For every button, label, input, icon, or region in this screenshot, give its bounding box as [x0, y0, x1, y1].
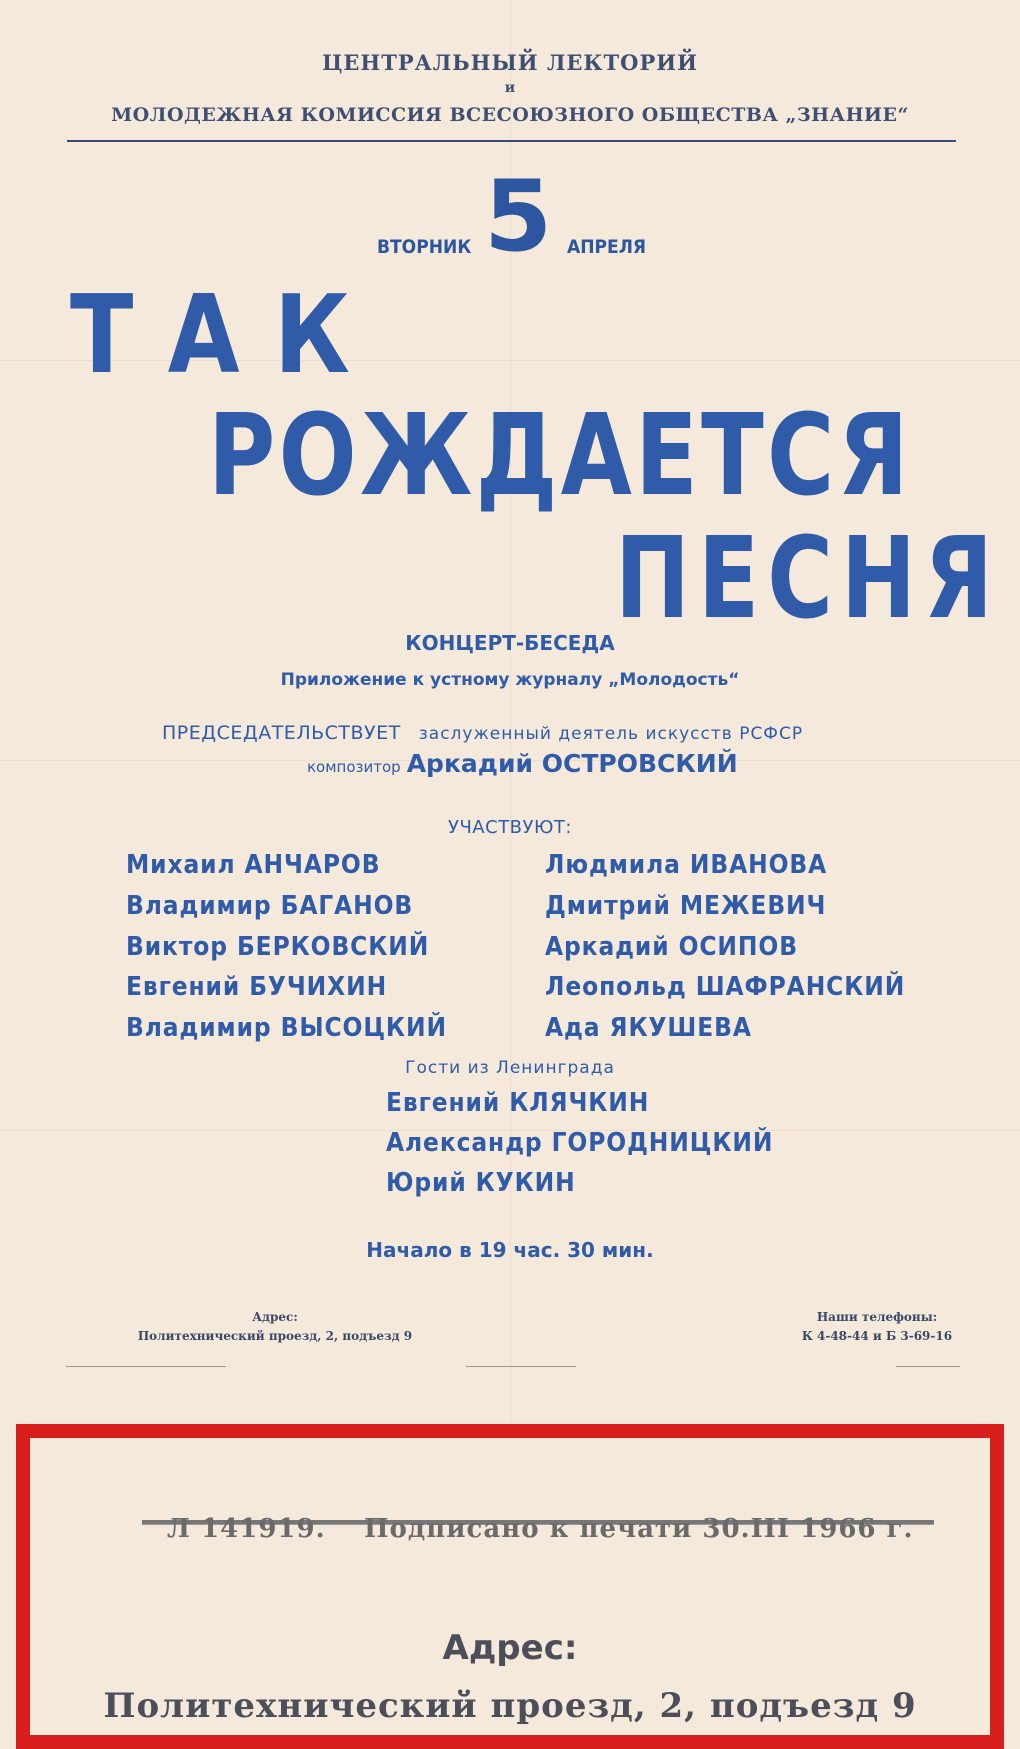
print-line-right	[896, 1366, 960, 1367]
zoom-address-label: Адрес:	[442, 1628, 578, 1668]
chair-role: ПРЕДСЕДАТЕЛЬСТВУЕТ	[162, 722, 401, 744]
performer-right: Леопольд ШАФРАНСКИЙ	[545, 972, 906, 1002]
participants-label: УЧАСТВУЮТ:	[448, 817, 572, 838]
performer-left: Виктор БЕРКОВСКИЙ	[126, 932, 430, 962]
event-subtitle: КОНЦЕРТ-БЕСЕДА	[405, 631, 615, 655]
guest-performer: Александр ГОРОДНИЦКИЙ	[386, 1128, 774, 1158]
composer-name: Аркадий ОСТРОВСКИЙ	[406, 749, 738, 778]
event-day: 5	[484, 160, 553, 274]
zoomed-print-details	[16, 1424, 1004, 1749]
footer-address-text: Политехнический проезд, 2, подъезд 9	[137, 1328, 413, 1343]
organizer-conjunction: и	[504, 80, 516, 96]
event-weekday: ВТОРНИК	[377, 236, 472, 258]
performer-right: Аркадий ОСИПОВ	[545, 932, 798, 962]
performer-right: Людмила ИВАНОВА	[545, 850, 828, 880]
event-month: АПРЕЛЯ	[567, 236, 647, 258]
guest-performer: Юрий КУКИН	[386, 1168, 576, 1198]
title-line-3: ПЕСНЯ	[615, 514, 1001, 644]
chair-description: заслуженный деятель искусств РСФСР	[418, 724, 804, 744]
performer-left: Евгений БУЧИХИН	[126, 972, 388, 1002]
footer-phones-text: К 4-48-44 и Б 3-69-16	[801, 1328, 953, 1343]
zoom-address-text: Политехнический проезд, 2, подъезд 9	[103, 1686, 917, 1726]
performer-left: Михаил АНЧАРОВ	[126, 850, 381, 880]
performer-left: Владимир БАГАНОВ	[126, 891, 414, 921]
chair-line	[162, 722, 803, 744]
performer-right: Ада ЯКУШЕВА	[545, 1013, 752, 1043]
event-supplement: Приложение к устному журналу „Молодость“	[280, 670, 740, 690]
performer-left: Владимир ВЫСОЦКИЙ	[126, 1013, 447, 1043]
print-line-center	[466, 1366, 576, 1367]
print-line-left	[66, 1366, 226, 1367]
start-time: Начало в 19 час. 30 мин.	[366, 1238, 654, 1262]
performer-right: Дмитрий МЕЖЕВИЧ	[545, 891, 827, 921]
header-divider	[67, 140, 956, 142]
title-line-1: ТАК	[70, 273, 385, 398]
composer-label: композитор	[307, 758, 401, 776]
guests-label: Гости из Ленинграда	[405, 1058, 615, 1078]
footer-address-label: Адрес:	[252, 1310, 298, 1324]
print-order-code: Л 141919.	[167, 1514, 326, 1544]
title-line-2: РОЖДАЕТСЯ	[208, 391, 912, 521]
print-signed-date: Подписано к печати 30.III 1966 г.	[364, 1514, 914, 1544]
footer-phones	[788, 1308, 966, 1345]
organizer-line-2: МОЛОДЕЖНАЯ КОМИССИЯ ВСЕСОЮЗНОГО ОБЩЕСТВА „ЗНАНИЕ“	[111, 104, 909, 126]
composer-line	[307, 749, 738, 778]
footer-address	[130, 1308, 420, 1345]
footer-phones-label: Наши телефоны:	[816, 1310, 938, 1324]
organizer-line-1: ЦЕНТРАЛЬНЫЙ ЛЕКТОРИЙ	[322, 50, 698, 75]
guest-performer: Евгений КЛЯЧКИН	[386, 1088, 650, 1118]
